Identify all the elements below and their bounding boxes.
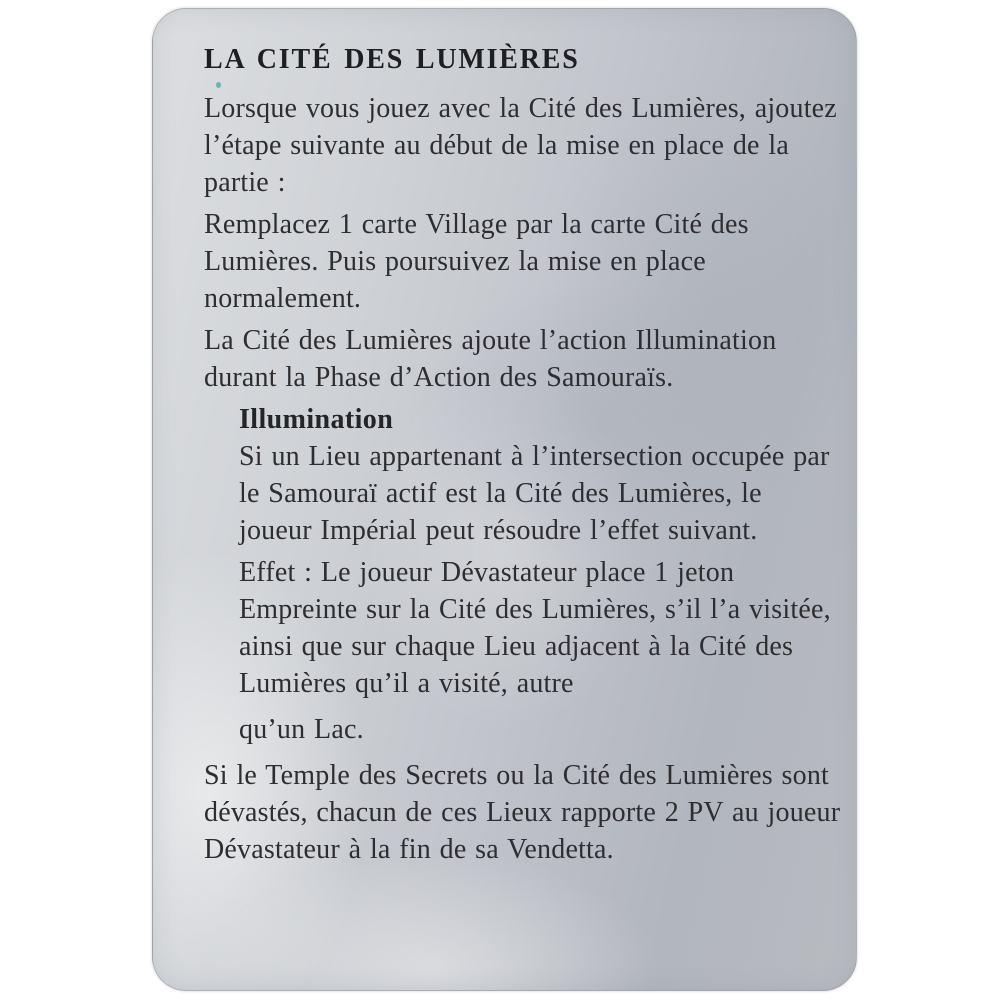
paragraph-action-added: La Cité des Lumières ajoute l’action Illumination durant la Phase d’Action des Samouraïs. [204,325,777,393]
illumination-heading: Illumination [239,404,394,435]
paragraph-setup-step: Remplacez 1 carte Village par la carte Cité des Lumières. Puis poursuivez la mise en place normalement. [204,209,749,314]
paragraph-illumination-effect-end: qu’un Lac. [239,714,364,745]
scan-speck [216,82,221,88]
paragraph-setup-intro: Lorsque vous jouez avec la Cité des Lumières, ajoutez l’étape suivante au début de la mise en place de la partie : [204,93,837,198]
rules-card [152,8,857,991]
card-title: LA CITÉ DES LUMIÈRES [204,44,580,75]
card-content [153,9,856,868]
paragraph-illumination-condition: Si un Lieu appartenant à l’intersection occupée par le Samouraï actif est la Cité des Lumières, le joueur Impérial peut résoudre l’effet suivant. [239,441,830,546]
paragraph-devastation-scoring: Si le Temple des Secrets ou la Cité des Lumières sont dévastés, chacun de ces Lieux rapporte 2 PV au joueur Dévastateur à la fin de sa Vendetta. [204,760,841,865]
paragraph-illumination-effect: Effet : Le joueur Dévastateur place 1 jeton Empreinte sur la Cité des Lumières, s’il l’a visitée, ainsi que sur chaque Lieu adjacent à la Cité des Lumières qu’il a visité, autre [239,557,831,699]
